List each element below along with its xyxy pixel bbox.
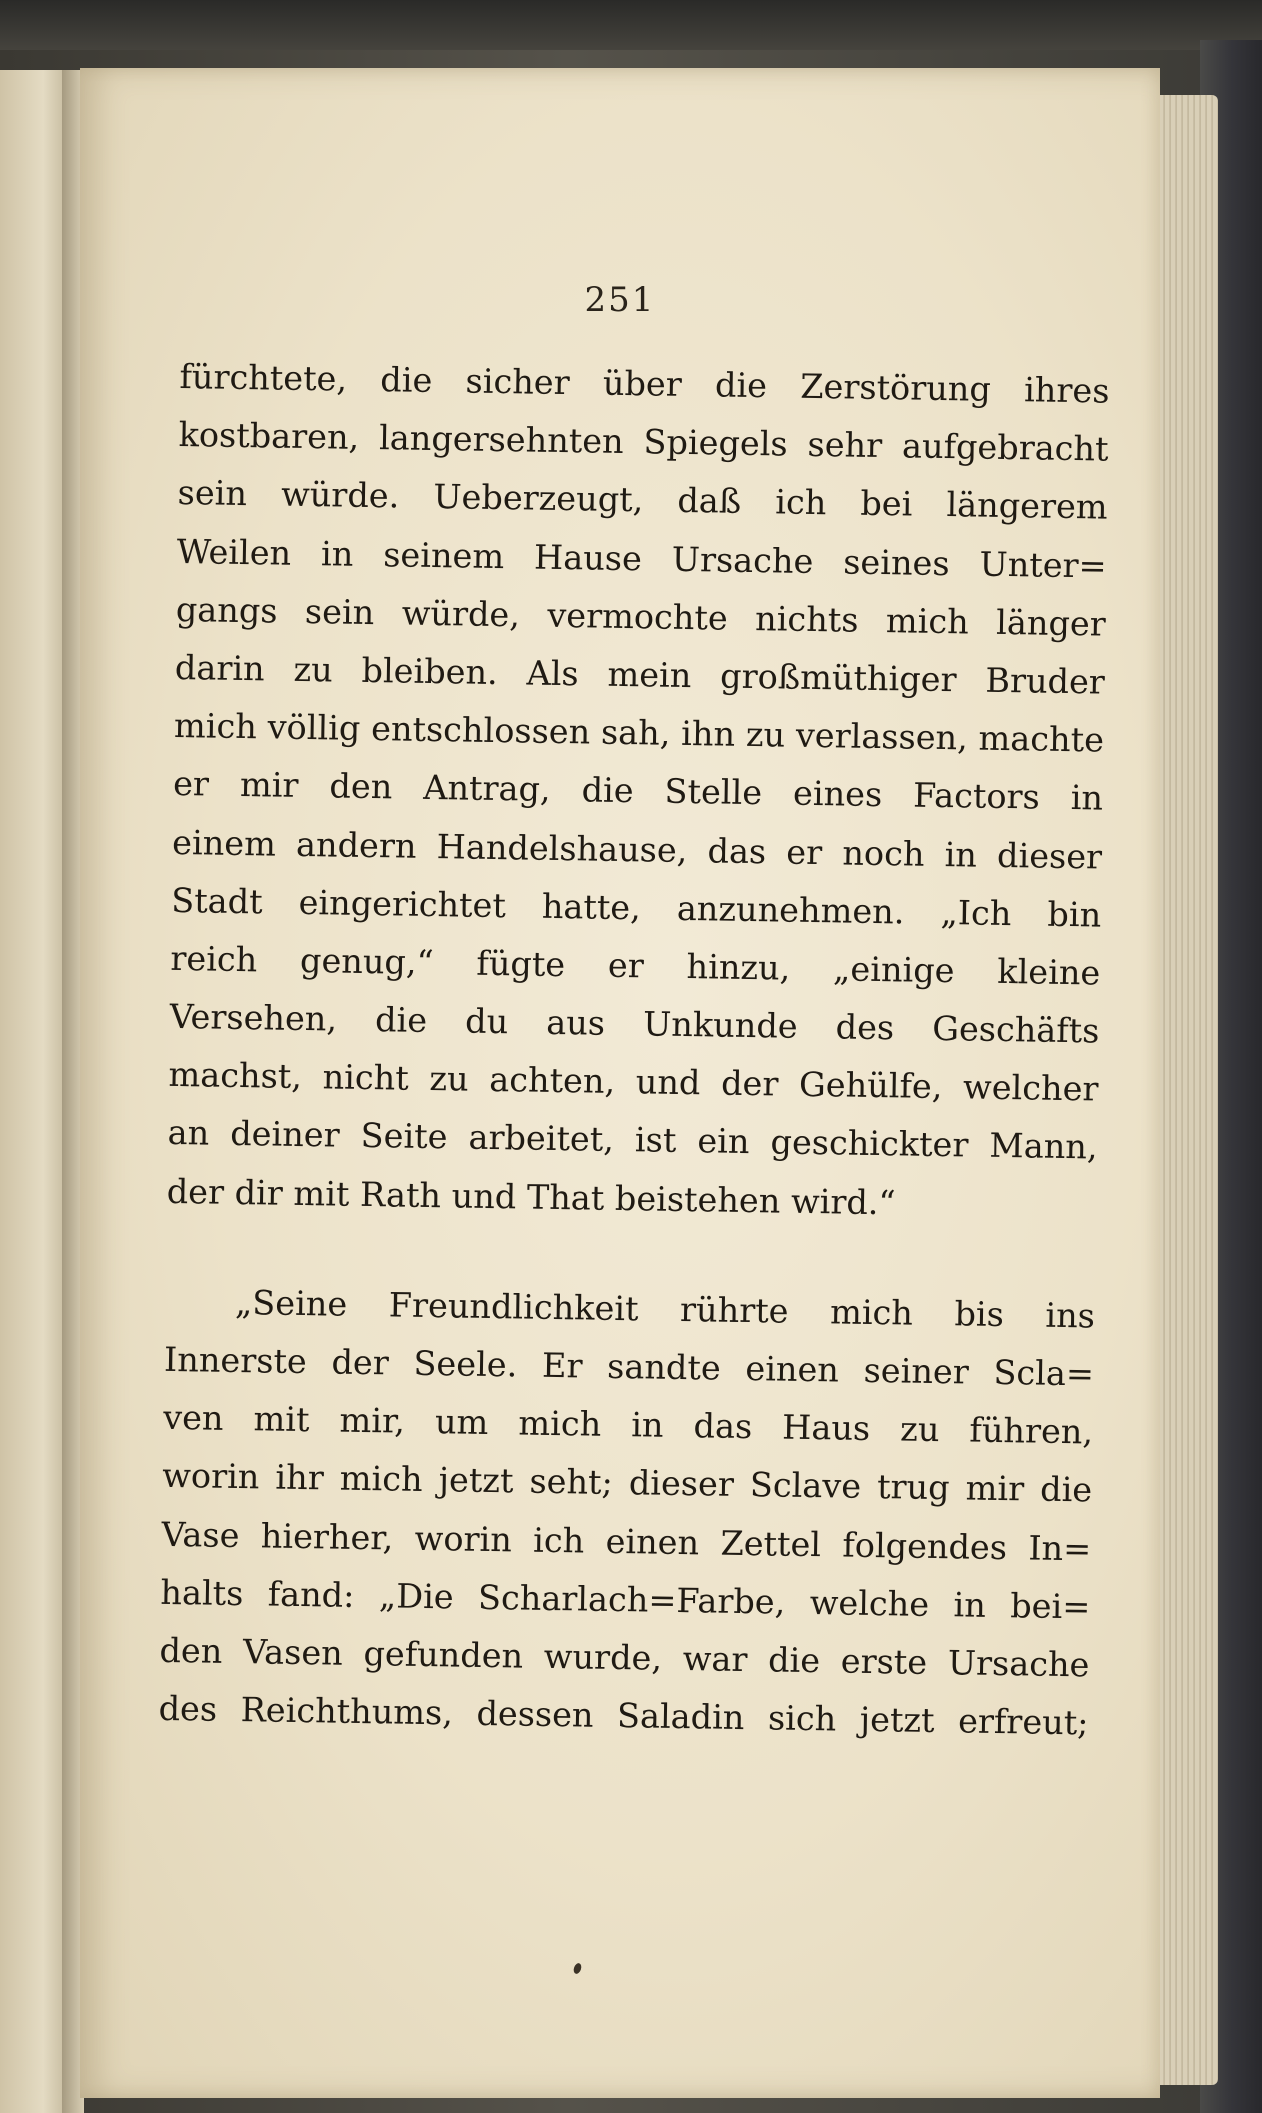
- text-line: der dir mit Rath und That beistehen wird.“: [166, 1171, 896, 1222]
- text-line: Weilen in seinem Hause Ursache seines Unter=: [176, 531, 1108, 586]
- text-line: halts fand: „Die Scharlach=Farbe, welche in bei=: [160, 1572, 1091, 1627]
- text-line: er mir den Antrag, die Stelle eines Factors in: [172, 764, 1104, 818]
- text-line: Vase hierher, worin ich einen Zettel folgendes In=: [161, 1514, 1092, 1569]
- text-line: gangs sein würde, vermochte nichts mich länger: [175, 589, 1107, 644]
- text-line: sein würde. Ueberzeugt, daß ich bei längerem: [177, 473, 1108, 527]
- text-line: ven mit mir, um mich in das Haus zu führen,: [162, 1398, 1094, 1452]
- text-line: „Seine Freundlichkeit rührte mich bis ins: [234, 1282, 1096, 1336]
- book-page: [80, 68, 1160, 2098]
- text-line: worin ihr mich jetzt seht; dieser Sclave trug mir die: [161, 1456, 1093, 1510]
- text-line: machst, nicht zu achten, und der Gehülfe, welcher: [168, 1055, 1099, 1109]
- text-line: an deiner Seite arbeitet, ist ein geschickter Mann,: [167, 1113, 1098, 1167]
- ink-speck: [572, 1962, 582, 1975]
- page-text: [158, 348, 1110, 1753]
- text-line: Versehen, die du aus Unkunde des Geschäfts: [169, 996, 1100, 1051]
- text-line: darin zu bleiben. Als mein großmüthiger Bruder: [174, 647, 1106, 702]
- text-line: Stadt eingerichtet hatte, anzunehmen. „Ich bin: [171, 880, 1102, 935]
- scan-top-edge: [0, 0, 1262, 50]
- text-line: fürchtete, die sicher über die Zerstörung ihres: [179, 356, 1110, 411]
- text-line: Innerste der Seele. Er sandte einen seiner Scla=: [163, 1339, 1095, 1394]
- text-line: einem andern Handelshause, das er noch in dieser: [171, 822, 1103, 877]
- text-line: reich genug,“ fügte er hinzu, „einige kleine: [170, 938, 1101, 993]
- page-number: 251: [584, 280, 656, 320]
- text-line: den Vasen gefunden wurde, war die erste Ursache: [159, 1630, 1090, 1685]
- text-line: kostbaren, langersehnten Spiegels sehr aufgebracht: [178, 415, 1109, 469]
- text-line: des Reichthums, dessen Saladin sich jetzt erfreut;: [158, 1688, 1089, 1743]
- text-line: mich völlig entschlossen sah, ihn zu verlassen, machte: [173, 706, 1105, 760]
